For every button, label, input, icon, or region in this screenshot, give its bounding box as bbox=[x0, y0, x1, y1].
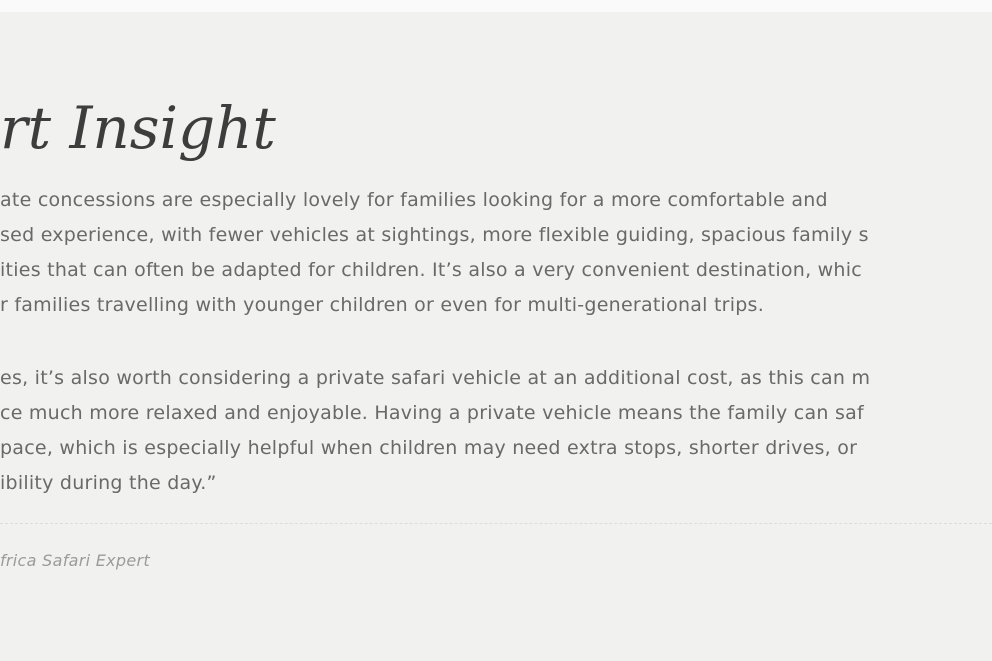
quote-line: ities that can often be adapted for children. It’s also a very convenient destination, whic bbox=[0, 259, 862, 281]
quote-paragraph-2 bbox=[0, 361, 992, 501]
section-divider bbox=[0, 523, 992, 524]
top-band bbox=[0, 0, 992, 12]
quote-paragraph-1 bbox=[0, 183, 992, 323]
quote-line: ce much more relaxed and enjoyable. Having a private vehicle means the family can saf bbox=[0, 402, 864, 424]
quote-line: es, it’s also worth considering a private safari vehicle at an additional cost, as this can m bbox=[0, 367, 871, 389]
quote-line: ibility during the day.” bbox=[0, 472, 217, 494]
quote-line: pace, which is especially helpful when children may need extra stops, shorter drives, or bbox=[0, 437, 858, 459]
quote-line: r families travelling with younger children or even for multi-generational trips. bbox=[0, 294, 764, 316]
quote-line: sed experience, with fewer vehicles at sightings, more flexible guiding, spacious family s bbox=[0, 224, 869, 246]
section-heading: rt Insight bbox=[0, 94, 276, 162]
quote-attribution: frica Safari Expert bbox=[0, 551, 150, 570]
quote-line: ate concessions are especially lovely for families looking for a more comfortable and bbox=[0, 189, 828, 211]
